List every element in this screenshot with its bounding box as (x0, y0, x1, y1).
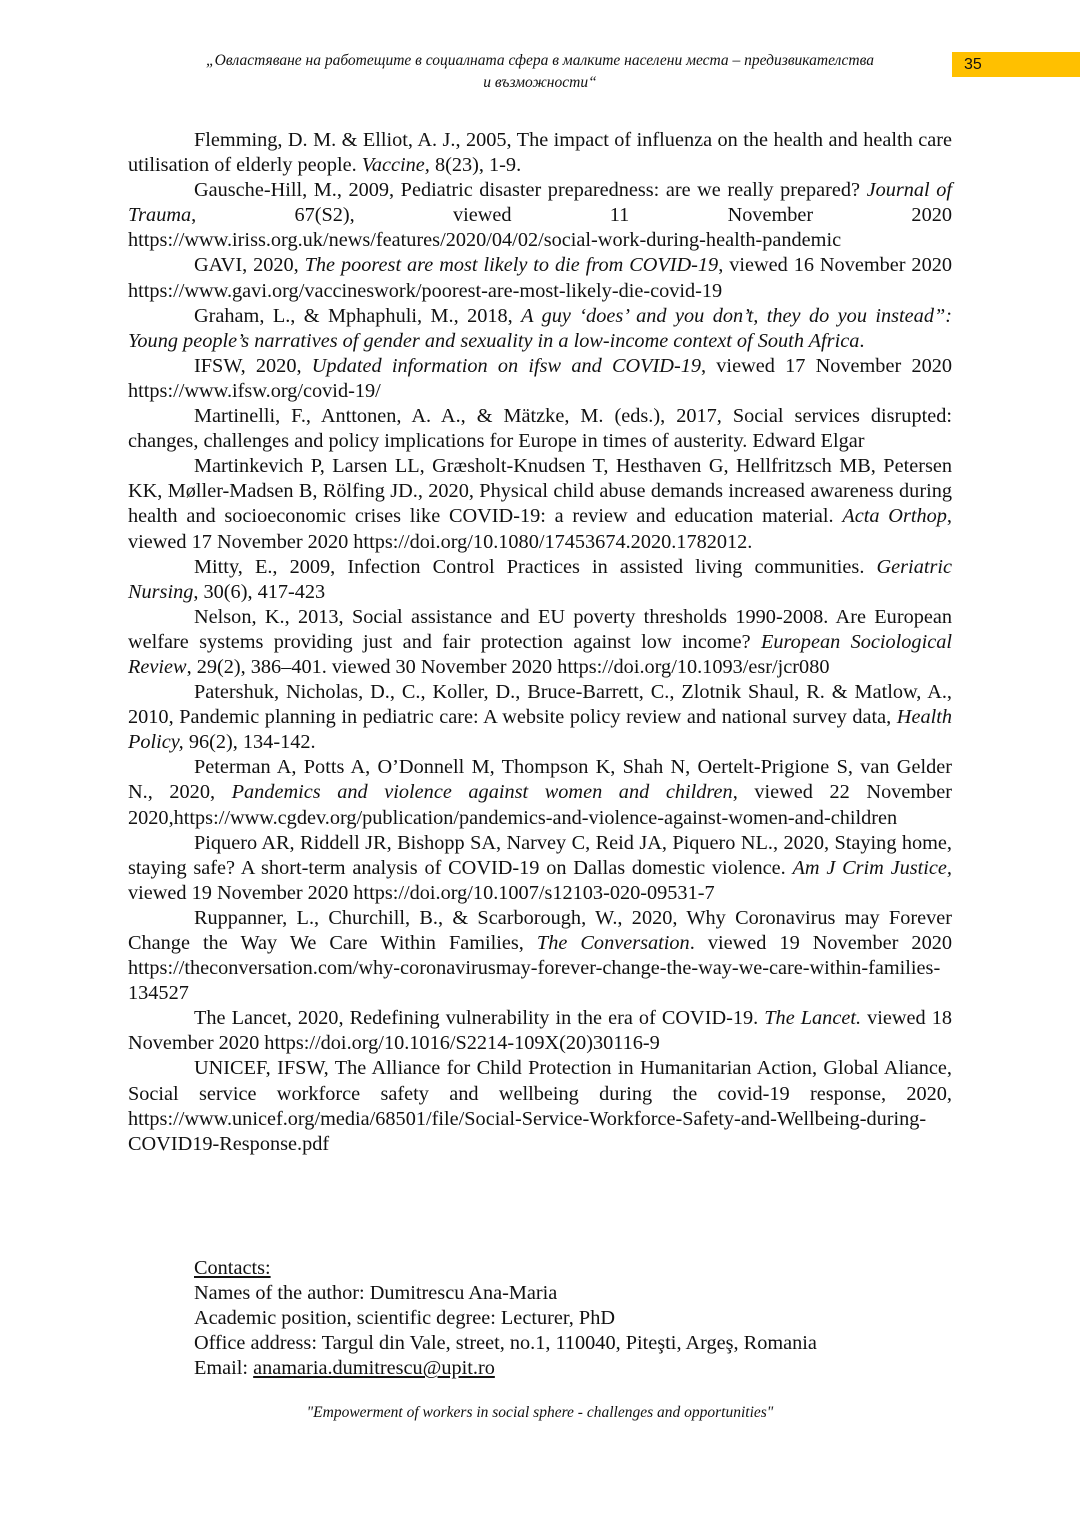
author-name: Names of the author: Dumitrescu Ana-Maria (194, 1282, 558, 1305)
reference-item: Peterman A, Potts A, O’Donnell M, Thompson K, Shah N, Oertelt-Prigione S, van Gelder N., 2020, Pandemics and violence against women and children, viewed 22 November 2020,https://www.cgdev.org/publication/pandemics-and-violence-against-women-and-children (128, 756, 953, 829)
author-contacts (194, 1256, 952, 1381)
email-link[interactable]: anamaria.dumitrescu@upit.ro (253, 1357, 495, 1380)
reference-item: Martinelli, F., Anttonen, A. A., & Mätzke, M. (eds.), 2017, Social services disrupted: changes, challenges and policy implications for Europe in times of austerity. Edward Elgar (128, 405, 952, 453)
reference-item: Ruppanner, L., Churchill, B., & Scarborough, W., 2020, Why Coronavirus may Forever Change the Way We Care Within Families, The Conversation. viewed 19 November 2020 https://theconversation.com/why-coronavirusmay-forever-change-the-way-we-care-within-families-134527 (128, 906, 952, 1005)
reference-item: The Lancet, 2020, Redefining vulnerability in the era of COVID-19. The Lancet. viewed 18 November 2020 https://doi.org/10.1016/S2214-109X(20)30116-9 (128, 1007, 952, 1055)
running-footer: "Empowerment of workers in social sphere - challenges and opportunities" (306, 1404, 774, 1421)
reference-item: Flemming, D. M. & Elliot, A. J., 2005, The impact of influenza on the health and health care utilisation of elderly people. Vaccine, 8(23), 1-9. (128, 129, 952, 177)
header-title-line-2: и възможности“ (483, 74, 597, 91)
reference-item: Piquero AR, Riddell JR, Bishopp SA, Narvey C, Reid JA, Piquero NL., 2020, Staying home, staying safe? A short-term analysis of COVID-19 on Dallas domestic violence. Am J Crim Justice, viewed 19 November 2020 https://doi.org/10.1007/s12103-020-09531-7 (128, 831, 952, 904)
reference-item: IFSW, 2020, Updated information on ifsw and COVID-19, viewed 17 November 2020 https://www.ifsw.org/covid-19/ (128, 354, 953, 402)
email-line (194, 1356, 952, 1381)
academic-position: Academic position, scientific degree: Lecturer, PhD (194, 1307, 615, 1330)
running-header (128, 50, 952, 94)
page-number-badge: 35 (952, 52, 1080, 77)
reference-item: Martinkevich P, Larsen LL, Græsholt-Knudsen T, Hesthaven G, Hellfritzsch MB, Petersen KK, Møller-Madsen B, Rölfing JD., 2020, Physical child abuse demands increased awareness during health and socioeconomic crises like COVID-19: a review and education material. Acta Orthop, viewed 17 November 2020 https://doi.org/10.1080/17453674.2020.1782012. (128, 455, 952, 553)
reference-item: Gausche-Hill, M., 2009, Pediatric disaster preparedness: are we really prepared? Journal of Trauma, 67(S2), viewed 11 November 2020 https://www.iriss.org.uk/news/features/2020/04/02/social-work-during-health-pandemic (128, 179, 952, 252)
reference-item: Patershuk, Nicholas, D., C., Koller, D., Bruce-Barrett, C., Zlotnik Shaul, R. & Matlow, A., 2010, Pandemic planning in pediatric care: A website policy review and national survey data, Health Policy, 96(2), 134-142. (128, 681, 952, 754)
reference-item: UNICEF, IFSW, The Alliance for Child Protection in Humanitarian Action, Global Aliance, Social service workforce safety and wellbeing during the covid-19 response, 2020, https://www.unicef.org/media/68501/file/Social-Service-Workforce-Safety-and-Wellbeing-during-COVID19-Response.pdf (128, 1057, 952, 1155)
contacts-heading: Contacts: (194, 1257, 271, 1279)
email-label: Email: (194, 1357, 254, 1380)
header-title-line-1: „Овластяване на работещите в социалната сфера в малките населени места – предизвикателства (206, 52, 874, 69)
reference-list (128, 128, 952, 1157)
reference-item: GAVI, 2020, The poorest are most likely to die from COVID-19, viewed 16 November 2020 https://www.gavi.org/vaccineswork/poorest-are-most-likely-die-covid-19 (128, 254, 952, 302)
reference-item: Mitty, E., 2009, Infection Control Practices in assisted living communities. Geriatric Nursing, 30(6), 417-423 (128, 555, 952, 603)
reference-item: Graham, L., & Mphaphuli, M., 2018, A guy ‘does’ and you don’t, they do you instead”: Young people’s narratives of gender and sexuality in a low-income context of South Africa. (128, 304, 952, 352)
office-address: Office address: Targul din Vale, street, no.1, 110040, Piteşti, Argeş, Romania (194, 1332, 817, 1355)
reference-item: Nelson, K., 2013, Social assistance and EU poverty thresholds 1990-2008. Are European welfare systems providing just and fair protection against low income? European Sociological Review, 29(2), 386–401. viewed 30 November 2020 https://doi.org/10.1093/esr/jcr080 (128, 605, 952, 678)
